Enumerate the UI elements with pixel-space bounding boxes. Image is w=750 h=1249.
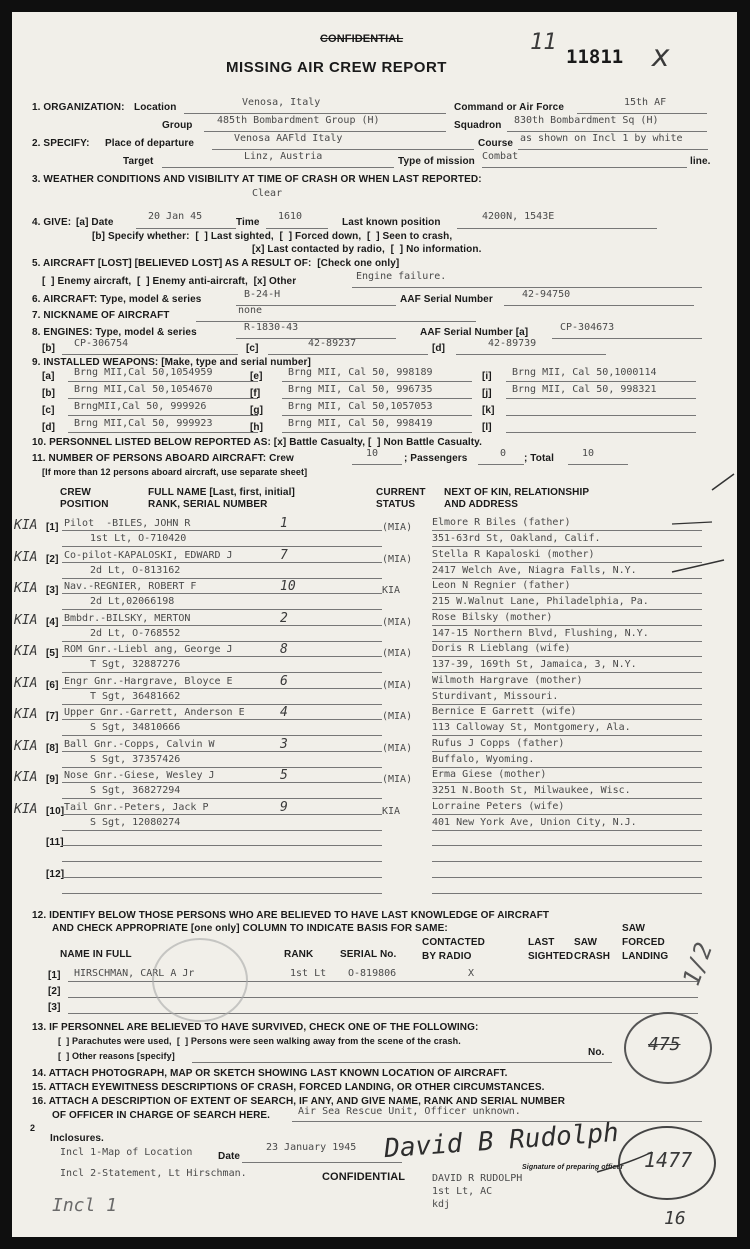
- crew-next-of-kin: Erma Giese (mother): [432, 769, 547, 780]
- weapon-key: [f]: [250, 388, 261, 399]
- crew-rank-serial: S Sgt, 36827294: [90, 785, 181, 796]
- s12-row-serial: O-819806: [348, 968, 397, 979]
- s8-c-value: 42-89237: [308, 338, 357, 349]
- weapon-key: [e]: [250, 371, 263, 382]
- crew-kia-mark: KIA: [14, 644, 38, 659]
- s12-col-forced: SAW FORCED LANDING: [622, 923, 669, 962]
- weapon-key: [a]: [42, 371, 55, 382]
- weapon-value: Brng MII, Cal 50,1057053: [288, 401, 433, 412]
- weapon-key: [b]: [42, 388, 56, 399]
- weapon-value: Brng MII, Cal 50,1000114: [512, 367, 657, 378]
- crew-index: [7]: [46, 711, 59, 722]
- crew-position-name: Engr Gnr.-Hargrave, Bloyce E: [64, 675, 233, 687]
- crew-kia-mark: KIA: [14, 738, 38, 754]
- s2-departure-value: Venosa AAFld Italy: [234, 133, 343, 144]
- s13-option-b: [ ] Other reasons [specify]: [58, 1051, 175, 1061]
- s4-position-label: Last known position: [342, 217, 441, 228]
- weapon-value: BrngMII,Cal 50, 999926: [74, 401, 207, 412]
- s4-time-value: 1610: [278, 211, 303, 222]
- s2-target-label: Target: [123, 156, 154, 167]
- crew-order-mark: 7: [280, 547, 288, 563]
- s8-label: 8. ENGINES: Type, model & series: [32, 327, 197, 338]
- s12-row-index: [3]: [48, 1002, 61, 1013]
- crew-position-name: Bmbdr.-BILSKY, MERTON: [64, 612, 191, 624]
- crew-address: 351-63rd St, Oakland, Calif.: [432, 533, 601, 544]
- crew-address: Buffalo, Wyoming.: [432, 753, 535, 765]
- s6-value: B-24-H: [244, 289, 281, 300]
- footer-incl-1: Incl 1-Map of Location: [60, 1147, 193, 1158]
- crew-next-of-kin: Wilmoth Hargrave (mother): [432, 674, 583, 686]
- crew-position-name: Nose Gnr.-Giese, Wesley J: [64, 770, 215, 781]
- classification-header: CONFIDENTIAL: [320, 33, 404, 45]
- s2-label: 2. SPECIFY:: [32, 138, 90, 149]
- s6-serial-value: 42-94750: [522, 289, 571, 300]
- footer-officer-name: DAVID R RUDOLPH: [432, 1173, 523, 1184]
- s8-c-label: [c]: [246, 343, 259, 354]
- s1-label: 1. ORGANIZATION:: [32, 102, 125, 113]
- crew-kia-mark: KIA: [14, 801, 38, 817]
- crew-rank-serial: S Sgt, 12080274: [90, 816, 181, 828]
- crew-order-mark: 5: [280, 768, 288, 783]
- crew-kia-mark: KIA: [14, 612, 38, 628]
- footer-date-label: Date: [218, 1151, 241, 1162]
- crew-position-name: Upper Gnr.-Garrett, Anderson E: [64, 707, 245, 718]
- crew-position-name: Ball Gnr.-Copps, Calvin W: [64, 738, 215, 750]
- weapon-key: [d]: [42, 422, 56, 433]
- s1-group-value: 485th Bombardment Group (H): [217, 115, 380, 126]
- s11-label: 11. NUMBER OF PERSONS ABOARD AIRCRAFT: Crew: [32, 453, 294, 464]
- s6-label: 6. AIRCRAFT: Type, model & series: [32, 294, 202, 305]
- crew-position-name: Tail Gnr.-Peters, Jack P: [64, 801, 209, 813]
- crew-address: Sturdivant, Missouri.: [432, 690, 559, 702]
- crew-rank-serial: 2d Lt, O-813162: [90, 564, 181, 576]
- crew-order-mark: 1: [280, 516, 288, 531]
- weapon-value: Brng MII,Cal 50,1054670: [74, 384, 213, 395]
- crew-header-status: CURRENT STATUS: [376, 487, 426, 510]
- crew-status: (MIA): [382, 742, 413, 754]
- crew-next-of-kin: Rose Bilsky (mother): [432, 611, 553, 623]
- s12-col-radio: CONTACTED BY RADIO: [422, 937, 485, 962]
- crew-position-name: Nav.-REGNIER, ROBERT F: [64, 581, 197, 592]
- crew-index: [9]: [46, 774, 59, 785]
- s14-label: 14. ATTACH PHOTOGRAPH, MAP OR SKETCH SHOWING LAST KNOWN LOCATION OF AIRCRAFT.: [32, 1068, 508, 1079]
- weapon-key: [h]: [250, 422, 264, 433]
- crew-address: 401 New York Ave, Union City, N.J.: [432, 816, 637, 828]
- crew-kia-mark: KIA: [14, 549, 38, 565]
- s12-row-index: [1]: [48, 970, 61, 981]
- crew-index: [12]: [46, 868, 65, 880]
- s5-options: [ ] Enemy aircraft, [ ] Enemy anti-aircraft, [x] Other: [42, 276, 297, 287]
- s4-position-value: 4200N, 1543E: [482, 211, 555, 222]
- s11-note: [If more than 12 persons aboard aircraft, use separate sheet]: [42, 467, 308, 477]
- crew-header-kin: NEXT OF KIN, RELATIONSHIP AND ADDRESS: [444, 487, 590, 510]
- s4-time-label: Time: [236, 217, 260, 228]
- s4-specify-line-1: [b] Specify whether: [ ] Last sighted, [ ] Forced down, [ ] Seen to crash,: [92, 231, 453, 242]
- s11-crew-value: 10: [366, 448, 379, 459]
- s11-passengers-value: 0: [500, 448, 507, 459]
- weapon-key: [k]: [482, 405, 495, 416]
- report-page: [12, 12, 737, 1237]
- s13-label: 13. IF PERSONNEL ARE BELIEVED TO HAVE SURVIVED, CHECK ONE OF THE FOLLOWING:: [32, 1022, 479, 1033]
- crew-kia-mark: KIA: [14, 770, 38, 785]
- crew-index: [4]: [46, 616, 59, 628]
- footer-page-number: 16: [664, 1208, 686, 1229]
- weapon-key: [g]: [250, 405, 264, 416]
- s10-label: 10. PERSONNEL LISTED BELOW REPORTED AS: [x] Battle Casualty, [ ] Non Battle Casualty.: [32, 437, 482, 448]
- s1-group-label: Group: [162, 120, 193, 131]
- crew-position-name: ROM Gnr.-Liebl ang, George J: [64, 644, 233, 655]
- weapon-key: [j]: [482, 388, 492, 399]
- weapon-value: Brng MII,Cal 50,1054959: [74, 367, 213, 378]
- crew-position-name: Pilot -BILES, JOHN R: [64, 518, 191, 529]
- footer-officer-rank: 1st Lt, AC: [432, 1186, 493, 1197]
- crew-address: 147-15 Northern Blvd, Flushing, N.Y.: [432, 627, 649, 639]
- crew-index: [3]: [46, 585, 59, 596]
- s12-col-serial: SERIAL No.: [340, 949, 397, 960]
- s1-squadron-label: Squadron: [454, 120, 502, 131]
- crew-status: (MIA): [382, 711, 413, 722]
- s9-label: 9. INSTALLED WEAPONS: [Make, type and serial number]: [32, 357, 311, 368]
- weapon-value: Brng MII, Cal 50, 998321: [512, 384, 657, 395]
- crew-position-name: Co-pilot-KAPALOSKI, EDWARD J: [64, 549, 233, 561]
- crew-address: 2417 Welch Ave, Niagra Falls, N.Y.: [432, 564, 637, 576]
- s5-value: Engine failure.: [356, 271, 447, 282]
- s4-date-label: [a] Date: [76, 217, 114, 228]
- s16-value: Air Sea Rescue Unit, Officer unknown.: [298, 1106, 521, 1117]
- s2-mission-label: Type of mission: [398, 156, 475, 167]
- s12-col-saw: SAW CRASH: [574, 937, 611, 962]
- crew-kia-mark: KIA: [14, 675, 38, 691]
- handwritten-margin-mark: 1/2: [677, 938, 719, 990]
- crew-status: (MIA): [382, 522, 413, 533]
- s12-row-index: [2]: [48, 986, 61, 997]
- s8-d-label: [d]: [432, 343, 446, 354]
- s2-target-value: Linz, Austria: [244, 151, 323, 162]
- circular-stamp-no: 475: [624, 1012, 712, 1084]
- crew-rank-serial: 2d Lt, O-768552: [90, 627, 181, 639]
- handwritten-x-mark: x: [652, 39, 671, 74]
- s3-value: Clear: [252, 188, 283, 199]
- crew-next-of-kin: Elmore R Biles (father): [432, 517, 571, 528]
- weapon-value: Brng MII, Cal 50, 998419: [288, 418, 433, 429]
- s15-label: 15. ATTACH EYEWITNESS DESCRIPTIONS OF CRASH, FORCED LANDING, OR OTHER CIRCUMSTANCES.: [32, 1082, 545, 1093]
- s12-col-rank: RANK: [284, 949, 314, 960]
- s4-date-value: 20 Jan 45: [148, 211, 203, 222]
- classification-footer: CONFIDENTIAL: [322, 1171, 406, 1183]
- weapon-key: [i]: [482, 371, 492, 382]
- stamp-no-label: No.: [588, 1047, 605, 1058]
- s12-row-radio: X: [468, 968, 475, 979]
- footer-incl-2: Incl 2-Statement, Lt Hirschman.: [60, 1168, 247, 1179]
- s3-label: 3. WEATHER CONDITIONS AND VISIBILITY AT TIME OF CRASH OR WHEN LAST REPORTED:: [32, 174, 482, 185]
- crew-rank-serial: 1st Lt, O-710420: [90, 533, 187, 544]
- crew-rank-serial: S Sgt, 34810666: [90, 722, 181, 733]
- crew-order-mark: 6: [280, 673, 288, 689]
- s5-label: 5. AIRCRAFT [LOST] [BELIEVED LOST] AS A RESULT OF: [Check one only]: [32, 258, 400, 269]
- crew-order-mark: 3: [280, 736, 288, 752]
- crew-order-mark: 9: [280, 799, 288, 815]
- s1-command-label: Command or Air Force: [454, 102, 564, 113]
- crew-status: (MIA): [382, 648, 413, 659]
- s2-course-label: Course: [478, 138, 514, 149]
- crew-index: [2]: [46, 553, 59, 565]
- crew-index: [5]: [46, 648, 59, 659]
- s2-departure-label: Place of departure: [105, 138, 195, 149]
- crew-order-mark: 10: [280, 579, 296, 594]
- s4-label: 4. GIVE:: [32, 217, 72, 228]
- s11-passengers-label: ; Passengers: [404, 453, 468, 464]
- s7-label: 7. NICKNAME OF AIRCRAFT: [32, 310, 170, 321]
- s2-line-suffix: line.: [690, 156, 711, 167]
- s4-specify-line-2: [x] Last contacted by radio, [ ] No information.: [252, 244, 482, 255]
- crew-index: [1]: [46, 522, 59, 533]
- crew-kia-mark: KIA: [14, 707, 38, 722]
- s12-label-1: 12. IDENTIFY BELOW THOSE PERSONS WHO ARE BELIEVED TO HAVE LAST KNOWLEDGE OF AIRCRAFT: [32, 910, 550, 921]
- page-title: MISSING AIR CREW REPORT: [226, 59, 447, 76]
- crew-next-of-kin: Rufus J Copps (father): [432, 737, 565, 749]
- s11-total-label: ; Total: [524, 453, 554, 464]
- crew-address: 3251 N.Booth St, Milwaukee, Wisc.: [432, 785, 631, 796]
- s12-label-2: AND CHECK APPROPRIATE [one only] COLUMN TO INDICATE BASIS FOR SAME:: [52, 923, 448, 934]
- crew-next-of-kin: Doris R Lieblang (wife): [432, 643, 571, 654]
- footer-initials: kdj: [432, 1199, 451, 1210]
- weapon-key: [l]: [482, 422, 492, 433]
- crew-next-of-kin: Leon N Regnier (father): [432, 580, 571, 591]
- weapon-value: Brng MII,Cal 50, 999923: [74, 418, 213, 429]
- s12-row-name: HIRSCHMAN, CARL A Jr: [74, 968, 195, 979]
- s7-value: none: [238, 305, 263, 316]
- crew-next-of-kin: Bernice E Garrett (wife): [432, 706, 577, 717]
- s8-b-label: [b]: [42, 343, 56, 354]
- s8-d-value: 42-89739: [488, 338, 537, 349]
- weapon-value: Brng MII, Cal 50, 996735: [288, 384, 433, 395]
- s6-serial-label: AAF Serial Number: [400, 294, 493, 305]
- crew-next-of-kin: Lorraine Peters (wife): [432, 800, 565, 812]
- crew-index: [11]: [46, 837, 64, 848]
- crew-rank-serial: T Sgt, 36481662: [90, 690, 181, 702]
- crew-order-mark: 8: [280, 642, 288, 657]
- crew-next-of-kin: Stella R Kapaloski (mother): [432, 548, 595, 560]
- report-number: 11811: [566, 46, 624, 68]
- footer-signature-label: Signature of preparing officer: [522, 1164, 624, 1171]
- s8-a-value: CP-304673: [560, 322, 615, 333]
- crew-address: 137-39, 169th St, Jamaica, 3, N.Y.: [432, 659, 637, 670]
- s12-col-last: LAST SIGHTED: [528, 937, 574, 962]
- handwritten-signature: David B Rudolph: [383, 1117, 620, 1165]
- s12-row-rank: 1st Lt: [290, 968, 327, 979]
- s2-course-value: as shown on Incl 1 by white: [520, 133, 683, 144]
- crew-status: KIA: [382, 805, 401, 817]
- crew-address: 215 W.Walnut Lane, Philadelphia, Pa.: [432, 596, 649, 607]
- s8-serial-label: AAF Serial Number [a]: [420, 327, 529, 338]
- s16-label-1: 16. ATTACH A DESCRIPTION OF EXTENT OF SEARCH, IF ANY, AND GIVE NAME, RANK AND SERIAL NUMBER: [32, 1096, 566, 1107]
- crew-header-position: CREW POSITION: [60, 487, 109, 510]
- s1-location-label: Location: [134, 102, 177, 113]
- weapon-value: Brng MII, Cal 50, 998189: [288, 367, 433, 378]
- crew-header-name: FULL NAME [Last, first, initial] RANK, SERIAL NUMBER: [148, 487, 295, 510]
- footer-inclosures-label: Inclosures.: [50, 1133, 104, 1144]
- crew-status: (MIA): [382, 616, 413, 628]
- crew-order-mark: 2: [280, 610, 288, 626]
- s2-mission-value: Combat: [482, 151, 519, 162]
- crew-index: [6]: [46, 679, 59, 691]
- s8-value: R-1830-43: [244, 322, 299, 333]
- crew-address: 113 Calloway St, Montgomery, Ala.: [432, 722, 631, 733]
- s1-command-value: 15th AF: [624, 97, 667, 108]
- circular-stamp-number: 1477: [618, 1126, 716, 1200]
- crew-kia-mark: KIA: [14, 518, 38, 533]
- s13-option-a: [ ] Parachutes were used, [ ] Persons were seen walking away from the scene of the crash.: [58, 1036, 461, 1046]
- weapon-key: [c]: [42, 405, 55, 416]
- crew-kia-mark: KIA: [14, 581, 38, 596]
- crew-rank-serial: T Sgt, 32887276: [90, 659, 181, 670]
- footer-date-value: 23 January 1945: [266, 1142, 357, 1153]
- s16-label-2: OF OFFICER IN CHARGE OF SEARCH HERE.: [52, 1110, 271, 1121]
- crew-index: [8]: [46, 742, 59, 754]
- crew-rank-serial: 2d Lt,02066198: [90, 596, 175, 607]
- crew-status: (MIA): [382, 774, 413, 785]
- crew-status: (MIA): [382, 679, 413, 691]
- s8-b-value: CP-306754: [74, 338, 129, 349]
- s1-location-value: Venosa, Italy: [242, 97, 321, 108]
- crew-status: KIA: [382, 585, 401, 596]
- s1-squadron-value: 830th Bombardment Sq (H): [514, 115, 659, 126]
- crew-status: (MIA): [382, 553, 413, 565]
- crew-order-mark: 4: [280, 705, 288, 720]
- s11-total-value: 10: [582, 448, 595, 459]
- footer-incl-note: Incl 1: [52, 1195, 118, 1216]
- handwritten-annotations: [12, 12, 737, 1237]
- crew-index: [10]: [46, 805, 65, 817]
- corner-mark: 11: [530, 30, 557, 55]
- crew-rank-serial: S Sgt, 37357426: [90, 753, 181, 765]
- s12-col-name: NAME IN FULL: [60, 949, 132, 960]
- footer-margin-number: 2: [30, 1123, 36, 1133]
